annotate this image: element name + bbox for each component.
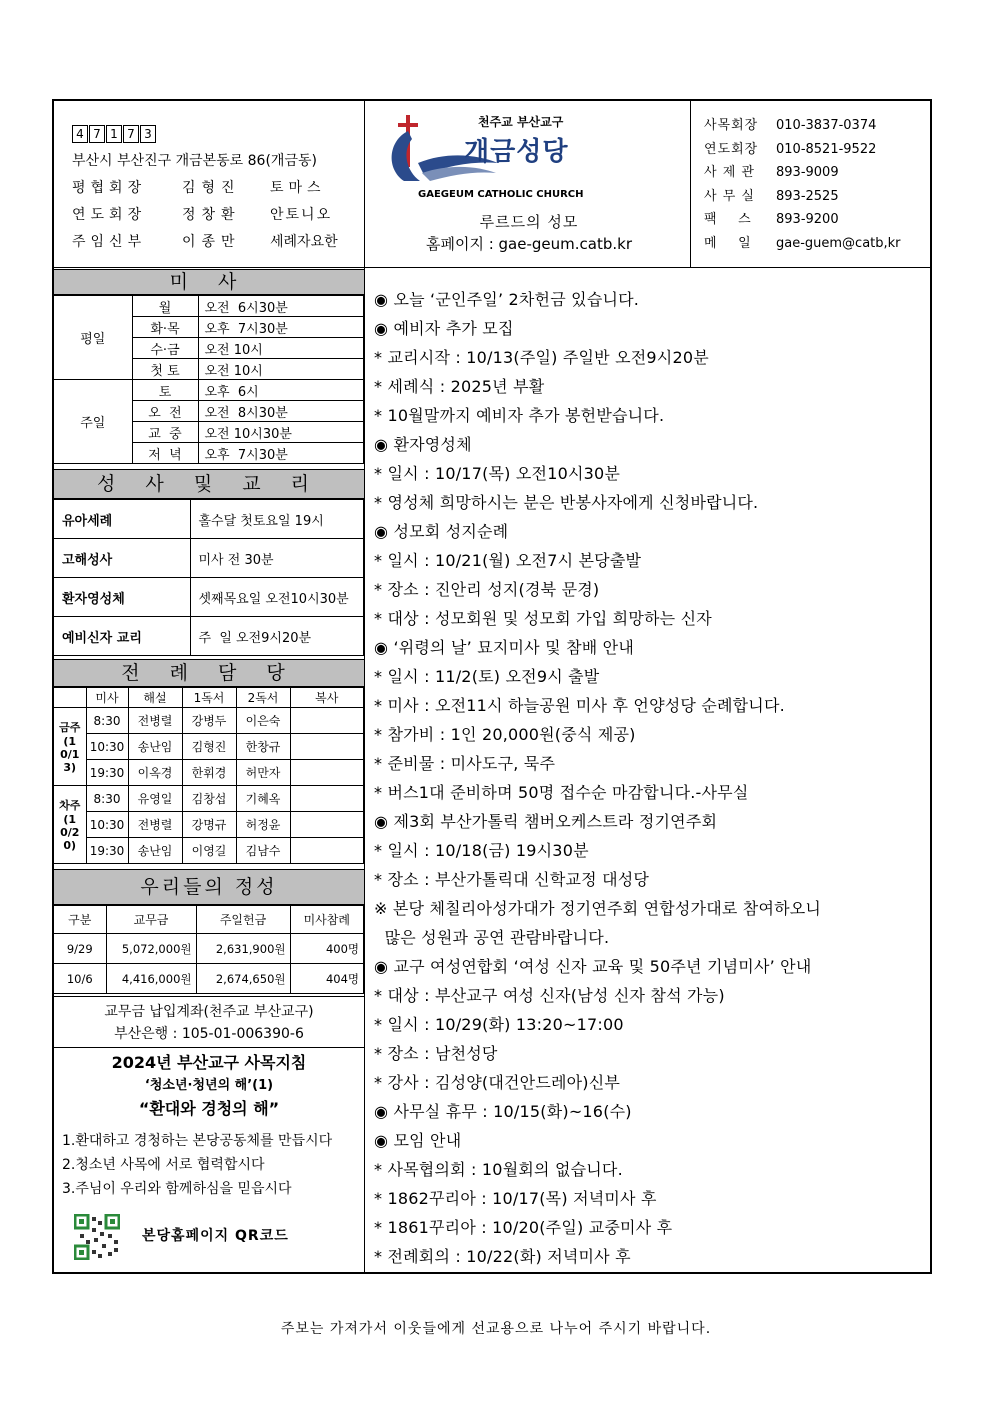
mass-day: 수·금: [132, 338, 198, 359]
mass-time: 오후 7시30분: [198, 443, 364, 464]
notice-item: * 대상 : 성모회원 및 성모회 가입 희망하는 신자: [374, 609, 712, 628]
zip-digit: 3: [140, 125, 156, 143]
pastoral-items: [62, 1129, 362, 1201]
person-name: 정창환: [182, 207, 241, 223]
column-header: 복사: [290, 688, 364, 708]
table-row: [54, 838, 364, 864]
contact-label: 사목회장: [704, 118, 759, 133]
bulletin-frame: [52, 99, 932, 1274]
table-row: [54, 760, 364, 786]
second-reader: 허정윤: [236, 812, 290, 838]
offering-header: 우리들의 정성: [54, 869, 364, 905]
role: 주임신부: [72, 234, 147, 250]
contact-value: 893-9009: [776, 165, 839, 180]
contact-value: 893-9200: [776, 212, 839, 227]
notice-heading: ◉ 제3회 부산가톨릭 챔버오케스트라 정기연주회: [374, 812, 718, 831]
church-name: 개금성당: [464, 137, 569, 167]
notice-item: * 일시 : 10/18(금) 19시30분: [374, 841, 589, 860]
column-header: 1독서: [182, 688, 236, 708]
server: [290, 760, 364, 786]
notice-item: * 일시 : 10/21(월) 오전7시 본당출발: [374, 551, 642, 570]
first-reader: 한휘경: [182, 760, 236, 786]
notice-item: * 준비물 : 미사도구, 묵주: [374, 754, 556, 773]
empty-cell: [54, 688, 86, 708]
notices: [374, 285, 929, 1271]
server: [290, 812, 364, 838]
notice-heading: ◉ 예비자 추가 모집: [374, 319, 514, 338]
baptismal-name: 안토니오: [270, 207, 333, 223]
column-header: 미사참례: [290, 906, 364, 934]
notice-heading: ◉ ‘위령의 날’ 묘지미사 및 참배 안내: [374, 638, 634, 657]
server: [290, 838, 364, 864]
mass-group-label: 평일: [54, 296, 132, 380]
notice-item: * 세례식 : 2025년 부활: [374, 377, 545, 396]
notice-item: * 사목협의회 : 10월회의 없습니다.: [374, 1160, 623, 1179]
table-row: [54, 688, 364, 708]
notice-item: * 1861꾸리아 : 10/20(주일) 교중미사 후: [374, 1218, 673, 1237]
person-row: [72, 229, 338, 256]
contact-value: gae-guem@catb,kr: [776, 235, 901, 251]
notice-heading: ◉ 환자영성체: [374, 435, 472, 454]
column-header: 해설: [128, 688, 182, 708]
sacrament-name: 고해성사: [54, 539, 190, 578]
mass-time: 오전 10시: [198, 338, 364, 359]
notice-heading: ◉ 모임 안내: [374, 1131, 462, 1150]
column-header: 교무금: [106, 906, 196, 934]
sacrament-time: 홀수달 첫토요일 19시: [190, 500, 364, 539]
table-row: [54, 380, 364, 401]
zip-digit: 4: [72, 125, 88, 143]
diocese-name: 천주교 부산교구: [478, 115, 564, 129]
notice-heading: ◉ 성모회 성지순례: [374, 522, 509, 541]
offering-attendance: 400명: [290, 934, 364, 964]
notice-item: * 미사 : 오전11시 하늘공원 미사 후 언양성당 순례합니다.: [374, 696, 785, 715]
notice-item: * 장소 : 진안리 성지(경북 문경): [374, 580, 600, 599]
liturgy-header: 전 례 담 당: [54, 659, 364, 687]
notice-item: * 일시 : 10/17(목) 오전10시30분: [374, 464, 621, 483]
mass-day: 첫 토: [132, 359, 198, 380]
offering-date: 9/29: [54, 934, 106, 964]
notice-item: * 버스1대 준비하며 50명 접수순 마감합니다.-사무실: [374, 783, 749, 802]
contact-row: [704, 232, 901, 256]
mass-time: 오전 6시30분: [198, 296, 364, 317]
pastoral-guide: [54, 1051, 364, 1121]
notice-item: * 영성체 희망하시는 분은 반봉사자에게 신청바랍니다.: [374, 493, 759, 512]
contact-label: 사 무 실: [704, 188, 755, 204]
first-reader: 강병두: [182, 708, 236, 734]
column-header: 주일헌금: [196, 906, 290, 934]
mass-time: 8:30: [86, 786, 128, 812]
column-header: 구분: [54, 906, 106, 934]
sacrament-name: 환자영성체: [54, 578, 190, 617]
church-english-name: GAEGEUM CATHOLIC CHURCH: [418, 189, 584, 200]
liturgy-table: [54, 687, 364, 864]
person-row: [72, 175, 338, 202]
contact-row: [704, 138, 901, 162]
commentator: 전병렬: [128, 708, 182, 734]
notice-item: * 일시 : 10/29(화) 13:20~17:00: [374, 1015, 624, 1034]
mass-time: 19:30: [86, 838, 128, 864]
header-divider: [54, 267, 930, 268]
table-row: [54, 734, 364, 760]
mass-day: 토: [132, 380, 198, 401]
contact-value: 010-3837-0374: [776, 118, 877, 133]
column-header: 미사: [86, 688, 128, 708]
qr-code-icon[interactable]: [74, 1214, 120, 1260]
notice-item: * 교리시작 : 10/13(주일) 주일반 오전9시20분: [374, 348, 709, 367]
first-reader: 이영길: [182, 838, 236, 864]
table-row: [54, 812, 364, 838]
contact-label: 메 일: [704, 235, 752, 251]
notice-heading: ◉ 사무실 휴무 : 10/15(화)~16(수): [374, 1102, 632, 1121]
second-reader: 한창규: [236, 734, 290, 760]
table-row: [54, 964, 364, 994]
pastoral-subtitle: ‘청소년·청년의 해’(1): [144, 1078, 274, 1093]
contact-value: 893-2525: [776, 188, 839, 204]
baptismal-name: 세례자요한: [270, 234, 338, 250]
sacrament-time: 주 일 오전9시20분: [190, 617, 364, 656]
notice-heading: ◉ 교구 여성연합회 ‘여성 신자 교육 및 50주년 기념미사’ 안내: [374, 957, 812, 976]
week-label: 금주(10/13): [54, 708, 86, 786]
sacrament-time: 셋째목요일 오전10시30분: [190, 578, 364, 617]
first-reader: 김형진: [182, 734, 236, 760]
footer-note: 주보는 가져가서 이웃들에게 선교용으로 나누어 주시기 바랍니다.: [280, 1321, 712, 1337]
first-reader: 김창섭: [182, 786, 236, 812]
pastoral-item: 3.주님이 우리와 함께하심을 믿읍시다: [62, 1181, 292, 1197]
account-number: 부산은행 : 105-01-006390-6: [114, 1026, 304, 1042]
zip-digit: 7: [89, 125, 105, 143]
column-header: 2독서: [236, 688, 290, 708]
mass-time: 19:30: [86, 760, 128, 786]
mass-header: 미 사: [54, 269, 364, 295]
sacrament-time: 미사 전 30분: [190, 539, 364, 578]
second-reader: 이은숙: [236, 708, 290, 734]
homepage-link[interactable]: 홈페이지 : gae-geum.catb.kr: [425, 235, 632, 253]
person-name: 김형진: [182, 180, 241, 196]
contact-label: 팩 스: [704, 212, 752, 227]
sacrament-name: 예비신자 교리: [54, 617, 190, 656]
offering-dues: 4,416,000원: [106, 964, 196, 994]
notice-item: * 장소 : 부산가톨릭대 신학교정 대성당: [374, 870, 650, 889]
header-divider-right: [690, 101, 691, 267]
table-row: [54, 539, 364, 578]
pastoral-title: 2024년 부산교구 사목지침: [111, 1053, 307, 1072]
commentator: 전병렬: [128, 812, 182, 838]
zip-code: [72, 125, 156, 143]
table-row: [54, 934, 364, 964]
mass-day: 교 중: [132, 422, 198, 443]
pastoral-item: 1.환대하고 경청하는 본당공동체를 만듭시다: [62, 1133, 333, 1149]
notice-item: * 참가비 : 1인 20,000원(중식 제공): [374, 725, 636, 744]
column-divider: [364, 101, 365, 1272]
offering-date: 10/6: [54, 964, 106, 994]
commentator: 유영일: [128, 786, 182, 812]
mass-group-label: 주일: [54, 380, 132, 464]
notice-heading: ◉ 오늘 ‘군인주일’ 2차헌금 있습니다.: [374, 290, 640, 309]
commentator: 송난임: [128, 734, 182, 760]
offering-attendance: 404명: [290, 964, 364, 994]
mass-time: 오후 6시: [198, 380, 364, 401]
offering-table: [54, 905, 364, 994]
table-row: [54, 708, 364, 734]
notice-item: * 강사 : 김성양(대건안드레아)신부: [374, 1073, 621, 1092]
second-reader: 기혜옥: [236, 786, 290, 812]
baptismal-name: 토마스: [270, 180, 326, 196]
zip-digit: 7: [123, 125, 139, 143]
offering-sunday: 2,631,900원: [196, 934, 290, 964]
server: [290, 734, 364, 760]
sacrament-name: 유아세례: [54, 500, 190, 539]
role: 연도회장: [72, 207, 147, 223]
first-reader: 강명규: [182, 812, 236, 838]
church-logo: [368, 101, 690, 267]
notice-item: * 1862꾸리아 : 10/17(목) 저녁미사 후: [374, 1189, 657, 1208]
contact-row: [704, 208, 901, 232]
contact-row: [704, 161, 901, 185]
server: [290, 708, 364, 734]
contact-row: [704, 114, 901, 138]
mass-time: 오전 8시30분: [198, 401, 364, 422]
offering-sunday: 2,674,650원: [196, 964, 290, 994]
account-box: [54, 996, 364, 1048]
notice-item: * 일시 : 11/2(토) 오전9시 출발: [374, 667, 600, 686]
sacraments-table: [54, 499, 364, 656]
contacts: [704, 114, 901, 255]
sacraments-header: 성 사 및 교 리: [54, 469, 364, 499]
week-label: 차주(10/20): [54, 786, 86, 864]
second-reader: 김남수: [236, 838, 290, 864]
mass-time: 오후 7시30분: [198, 317, 364, 338]
mass-time: 10:30: [86, 812, 128, 838]
mass-table: [54, 295, 364, 464]
server: [290, 786, 364, 812]
notice-item: * 대상 : 부산교구 여성 신자(남성 신자 참석 가능): [374, 986, 725, 1005]
mass-time: 8:30: [86, 708, 128, 734]
table-row: [54, 906, 364, 934]
notice-item: ※ 본당 체칠리아성가대가 정기연주회 연합성가대로 참여하오니: [374, 899, 822, 918]
notice-item: * 장소 : 남천성당: [374, 1044, 498, 1063]
table-row: [54, 617, 364, 656]
notice-item: * 전례회의 : 10/22(화) 저녁미사 후: [374, 1247, 631, 1266]
table-row: [54, 296, 364, 317]
mass-day: 저 녁: [132, 443, 198, 464]
commentator: 송난임: [128, 838, 182, 864]
pastoral-motto: “환대와 경청의 해”: [138, 1099, 280, 1118]
notice-item: 많은 성원과 공연 관람바랍니다.: [374, 928, 610, 947]
mass-day: 화·목: [132, 317, 198, 338]
contact-label: 사 제 관: [704, 165, 755, 180]
mass-day: 월: [132, 296, 198, 317]
offering-dues: 5,072,000원: [106, 934, 196, 964]
patron: 루르드의 성모: [479, 213, 579, 231]
account-title: 교무금 납입계좌(천주교 부산교구): [104, 1004, 314, 1020]
role: 평협회장: [72, 180, 147, 196]
contact-label: 연도회장: [704, 141, 759, 157]
notice-item: * 10월말까지 예비자 추가 봉헌받습니다.: [374, 406, 665, 425]
contact-row: [704, 185, 901, 209]
zip-digit: 1: [106, 125, 122, 143]
mass-day: 오 전: [132, 401, 198, 422]
address: 부산시 부산진구 개금본동로 86(개금동): [72, 153, 317, 169]
mass-time: 10:30: [86, 734, 128, 760]
table-row: [54, 786, 364, 812]
mass-time: 오전 10시: [198, 359, 364, 380]
contact-value: 010-8521-9522: [776, 141, 877, 157]
mass-time: 오전 10시30분: [198, 422, 364, 443]
second-reader: 허만자: [236, 760, 290, 786]
pastoral-item: 2.청소년 사목에 서로 협력합시다: [62, 1157, 265, 1173]
table-row: [54, 578, 364, 617]
person-row: [72, 202, 338, 229]
table-row: [54, 500, 364, 539]
parish-info: [72, 121, 338, 256]
qr-label: 본당홈페이지 QR코드: [142, 1228, 289, 1244]
commentator: 이옥경: [128, 760, 182, 786]
person-name: 이종만: [182, 234, 241, 250]
